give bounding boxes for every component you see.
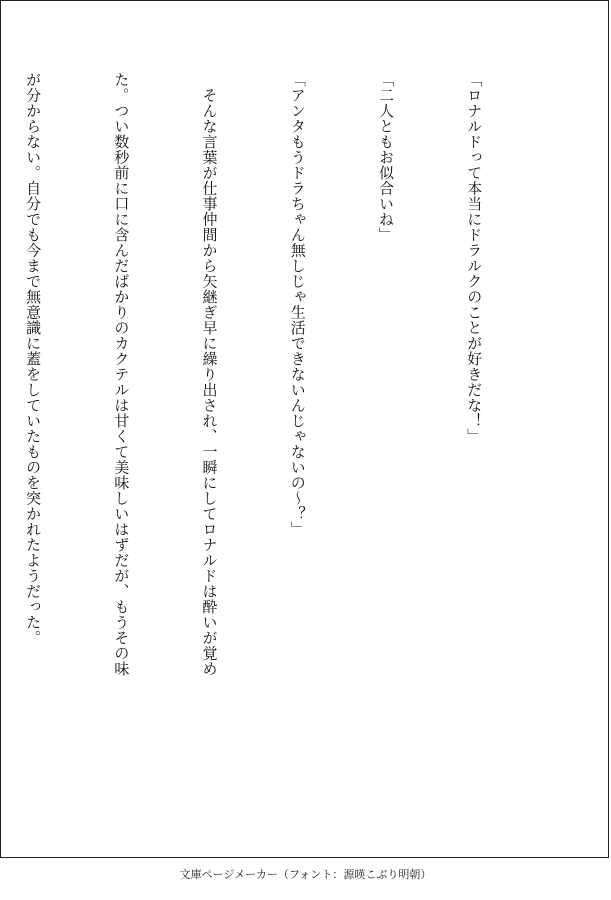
text-line: た。つい数秒前に口に含んだばかりのカクテルは甘くて美味しいはずだが、もうその味	[112, 72, 131, 677]
text-line: 「二人ともお似合いね」	[376, 72, 395, 243]
text-line: そんな言葉が仕事仲間から矢継ぎ早に繰り出され、一瞬にしてロナルドは酔いが覚め	[200, 72, 219, 677]
text-line: 「アンタもうドラちゃん無しじゃ生活できないんじゃないの〜？」	[288, 72, 307, 537]
text-line: 「ロナルドって本当にドラルクのことが好きだな！」	[465, 72, 484, 444]
vertical-text-body	[24, 72, 547, 797]
text-line: が分からない。自分でも今まで無意識に蓋をしていたものを突かれたようだった。	[24, 72, 43, 646]
footer-caption: 文庫ページメーカー（フォント：源暎こぶり明朝）	[179, 868, 432, 881]
